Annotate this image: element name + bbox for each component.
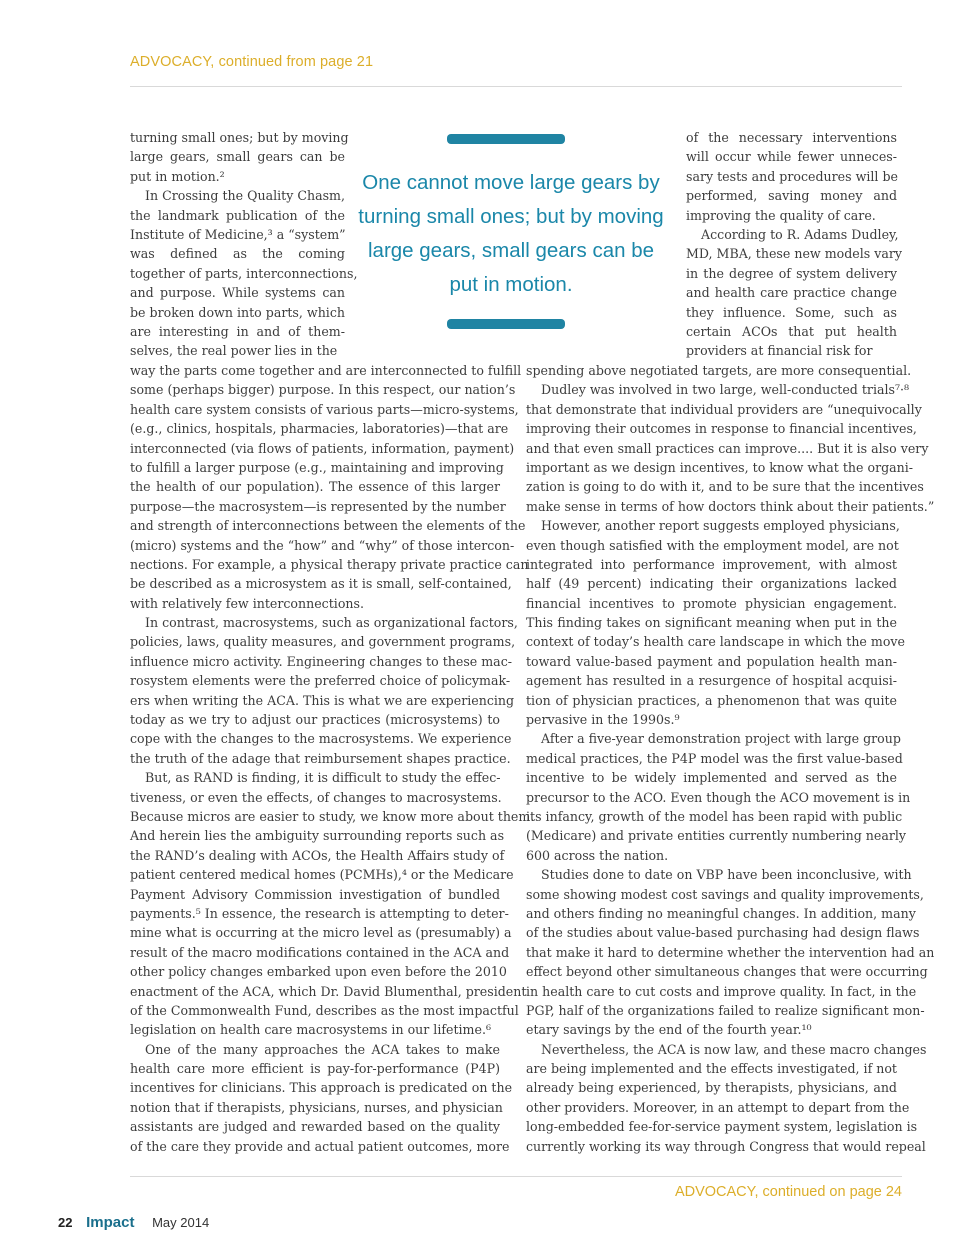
text-line: mine what is occurring at the micro level as (presumably) a (130, 925, 512, 941)
text-line: are being implemented and the effects investigated, if not (526, 1061, 897, 1077)
text-line: In Crossing the Quality Chasm, (145, 188, 345, 204)
text-line: be broken down into parts, which (130, 304, 345, 320)
text-line: other providers. Moreover, in an attempt to depart from the (526, 1099, 910, 1115)
text-line: (Medicare) and private entities currently numbering nearly (526, 828, 907, 844)
text-line: integrated into performance improvement, with almost (526, 556, 897, 572)
footer-rule (130, 1176, 902, 1177)
text-line: zation is going to do with it, and to be sure that the incentives (526, 479, 924, 495)
text-line: pervasive in the 1990s.⁹ (526, 712, 680, 728)
text-line: even though satisfied with the employment model, are not (526, 537, 899, 553)
continued-on-footer: ADVOCACY, continued on page 24 (674, 1184, 902, 1200)
text-line: But, as RAND is finding, it is difficult to study the effec- (145, 770, 501, 786)
pull-quote: One cannot move large gears by turning small ones; but by moving large gears, small gears can be put in motion. (358, 171, 664, 296)
text-line: Institute of Medicine,³ a “system” (130, 226, 346, 242)
text-line: tion of physician practices, a phenomenon that was quite (526, 692, 897, 708)
text-line: This finding takes on significant meaning when put in the (526, 615, 897, 631)
text-line: be described as a microsystem as it is small, self-contained, (130, 576, 512, 592)
text-line: legislation on health care macrosystems in our lifetime.⁶ (130, 1022, 491, 1038)
text-line: agement has resulted in a resurgence of hospital acquisi- (526, 673, 897, 689)
text-line: However, another report suggests employed physicians, (541, 518, 900, 534)
text-line: payments.⁵ In essence, the research is attempting to deter- (130, 905, 509, 921)
text-line: other policy changes embarked upon even before the 2010 (130, 964, 507, 980)
text-line: health care more efficient is pay-for-performance (P4P) (130, 1061, 500, 1077)
left-column-top (130, 128, 358, 361)
right-column-top (686, 128, 902, 361)
text-line: with relatively few interconnections. (130, 595, 364, 611)
text-line: policies, laws, quality measures, and government programs, (130, 634, 516, 650)
text-line: they influence. Some, such as (686, 304, 897, 320)
pull-quote-top-bar (447, 134, 565, 144)
pull-quote-bottom-bar (447, 319, 565, 329)
text-line: toward value-based payment and population health man- (526, 653, 897, 669)
text-line: in health care to cut costs and improve quality. In fact, in the (526, 983, 917, 999)
text-line: and health care practice change (686, 285, 897, 301)
text-line: incentive to be widely implemented and served as the (526, 770, 897, 786)
text-line: important as we design incentives, to know what the organi- (526, 459, 914, 475)
text-line: its infancy, growth of the model has been rapid with public (526, 808, 903, 824)
text-line: and others finding no meaningful changes. In addition, many (526, 905, 916, 921)
continued-from-header: ADVOCACY, continued from page 21 (130, 54, 374, 70)
text-line: the health of our population). The essence of this larger (130, 479, 500, 495)
text-line: precursor to the ACO. Even though the ACO movement is in (526, 789, 911, 805)
right-column-body (526, 361, 935, 1156)
text-line: already being experienced, by therapists, physicians, and (526, 1080, 897, 1096)
text-line: are interesting in and of them- (130, 323, 345, 339)
text-line: to fulfill a larger purpose (e.g., maintaining and improving (130, 459, 504, 475)
text-line: 600 across the nation. (526, 847, 669, 863)
text-line: improving the quality of care. (686, 207, 876, 223)
text-line: notion that if therapists, physicians, nurses, and physician (130, 1099, 503, 1115)
text-line: large gears, small gears can be (130, 149, 345, 165)
text-line: enactment of the ACA, which Dr. David Blumenthal, president (130, 983, 527, 999)
text-line: some showing modest cost savings and quality improvements, (526, 886, 924, 902)
text-line: effect beyond other simultaneous changes that were occurring (526, 964, 928, 980)
text-line: make sense in terms of how doctors think about their patients.” (526, 498, 935, 514)
text-line: Because micros are easier to study, we know more about them. (130, 808, 535, 824)
text-line: interconnected (via flows of patients, information, payment) (130, 440, 515, 456)
text-line: medical practices, the P4P model was the first value-based (526, 750, 903, 766)
text-line: and strength of interconnections between the elements of the (130, 518, 526, 534)
magazine-name: Impact (86, 1214, 135, 1231)
text-line: and purpose. While systems can (130, 285, 345, 301)
text-line: spending above negotiated targets, are more consequential. (526, 363, 912, 378)
text-line: PGP, half of the organizations failed to realize significant mon- (526, 1002, 925, 1018)
text-line: the truth of the adage that reimbursement shapes practice. (130, 750, 511, 766)
text-line: etary savings by the end of the fourth year.¹⁰ (526, 1022, 812, 1038)
text-line: Payment Advisory Commission investigation of bundled (130, 886, 500, 902)
text-line: context of today’s health care landscape in which the move (526, 634, 905, 650)
text-line: will occur while fewer unneces- (686, 149, 897, 165)
text-line: tiveness, or even the effects, of changes to macrosystems. (130, 789, 502, 805)
text-line: in the degree of system delivery (686, 265, 897, 281)
header-rule (130, 86, 902, 87)
text-line: long-embedded fee-for-service payment system, legislation is (526, 1119, 918, 1135)
text-line: of the necessary interventions (686, 130, 897, 145)
text-line: together of parts, interconnections, (130, 265, 358, 281)
text-line: One of the many approaches the ACA takes to make (145, 1041, 500, 1057)
text-line: According to R. Adams Dudley, (701, 226, 899, 242)
text-line: result of the macro modifications contained in the ACA and (130, 944, 510, 960)
text-line: was defined as the coming (130, 246, 345, 262)
text-line: selves, the real power lies in the (130, 343, 338, 359)
text-line: cope with the changes to the macrosystems. We experience (130, 731, 512, 747)
text-line: that make it hard to determine whether the intervention had an (526, 944, 935, 960)
text-line: And herein lies the ambiguity surrounding reports such as (130, 828, 505, 844)
text-line: nections. For example, a physical therapy private practice can (130, 556, 529, 572)
text-line: that demonstrate that individual providers are “unequivocally (526, 401, 922, 417)
text-line: of the Commonwealth Fund, describes as the most impactful (130, 1002, 519, 1018)
text-line: today as we try to adjust our practices (microsystems) to (130, 712, 500, 728)
text-line: financial incentives to promote physician engagement. (526, 595, 897, 611)
text-line: improving their outcomes in response to financial incentives, (526, 421, 917, 437)
text-line: currently working its way through Congress that would repeal (526, 1138, 926, 1154)
text-line: way the parts come together and are interconnected to fulfill (130, 363, 522, 378)
text-line: After a five-year demonstration project with large group (541, 731, 901, 747)
text-line: the landmark publication of the (130, 207, 345, 223)
text-line: of the care they provide and actual patient outcomes, more (130, 1138, 510, 1154)
text-line: half (49 percent) indicating their organizations lacked (526, 576, 897, 592)
text-line: providers at financial risk for (686, 343, 873, 359)
text-line: patient centered medical homes (PCMHs),⁴ or the Medicare (130, 867, 514, 883)
issue-date: May 2014 (152, 1215, 210, 1230)
text-line: influence micro activity. Engineering changes to these mac- (130, 653, 512, 669)
text-line: assistants are judged and rewarded based on the quality (130, 1119, 500, 1135)
text-line: MD, MBA, these new models vary (686, 246, 902, 262)
text-line: purpose—the macrosystem—is represented by the number (130, 498, 506, 514)
text-line: In contrast, macrosystems, such as organizational factors, (145, 615, 518, 631)
text-line: Dudley was involved in two large, well-conducted trials⁷·⁸ (541, 382, 910, 398)
text-line: put in motion.² (130, 168, 225, 184)
text-line: ers when writing the ACA. This is what we are experiencing (130, 692, 515, 708)
text-line: (micro) systems and the “how” and “why” of those intercon- (130, 537, 515, 553)
text-line: rosystem elements were the preferred choice of policymak- (130, 673, 511, 689)
text-line: the RAND’s dealing with ACOs, the Health Affairs study of (130, 847, 505, 863)
text-line: (e.g., clinics, hospitals, pharmacies, laboratories)—that are (130, 421, 509, 437)
left-column-body (130, 361, 535, 1156)
text-line: Studies done to date on VBP have been inconclusive, with (541, 867, 912, 883)
text-line: turning small ones; but by moving (130, 130, 349, 145)
text-line: performed, saving money and (686, 188, 897, 204)
page-number: 22 (58, 1215, 73, 1230)
text-line: certain ACOs that put health (686, 323, 897, 339)
text-line: Nevertheless, the ACA is now law, and these macro changes (541, 1041, 927, 1057)
folio (58, 1214, 209, 1231)
text-line: health care system consists of various parts—micro-systems, (130, 401, 519, 417)
text-line: incentives for clinicians. This approach is predicated on the (130, 1080, 513, 1096)
text-line: of the studies about value-based purchasing had design flaws (526, 925, 920, 941)
text-line: some (perhaps bigger) purpose. In this respect, our nation’s (130, 382, 516, 398)
text-line: and that even small practices can improve.... But it is also very (526, 440, 929, 456)
text-line: sary tests and procedures will be (686, 168, 898, 184)
